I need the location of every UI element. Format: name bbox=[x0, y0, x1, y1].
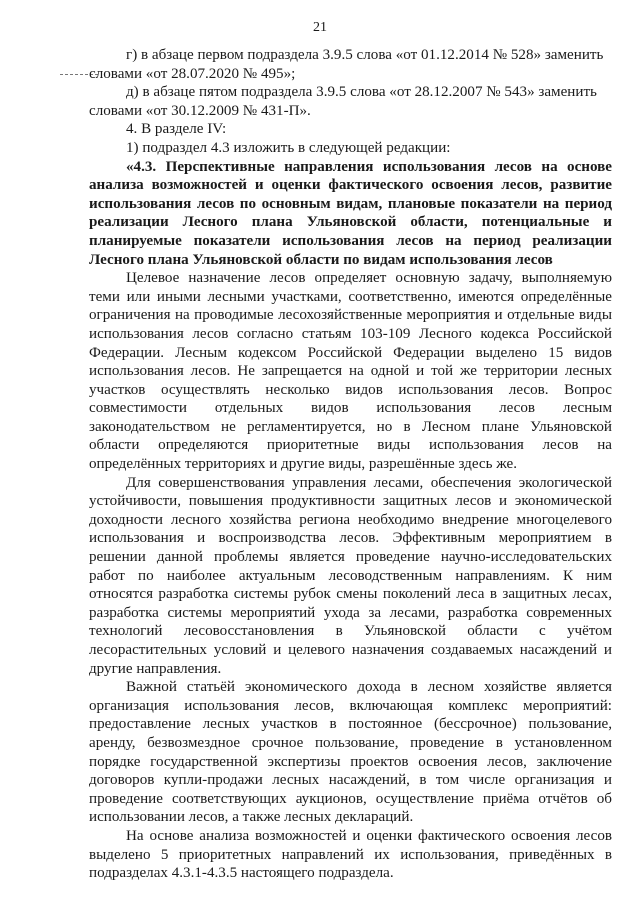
section-heading: «4.3. Перспективные направления использования лесов на основе анализа возможностей и оценки фактического освоения лесов, развитие использования лесов по основным видам, плановые показатели на период реализации Лесного плана Ульяновской области, потенциальные и планируемые показатели использования лесов на период реализации Лесного плана Ульяновской области по видам использования лесов bbox=[89, 158, 612, 268]
section-4-intro: 4. В разделе IV: bbox=[126, 121, 227, 138]
page-number: 21 bbox=[313, 20, 327, 35]
paragraph: Важной статьёй экономического дохода в лесном хозяйстве является организация использования лесов, включающая комплекс мероприятий: предоставление лесных участков в постоянное (бессрочное) пользование, аренду, безвозмездное срочное пользование, проведение в установленном порядке государственной экспертизы проектов освоения лесов, заключение договоров купли-продажи лесных насаждений, в том числе организация и проведение соответствующих аукционов, осуществление приёма отчётов об использовании лесов, а также лесных деклараций. bbox=[89, 679, 612, 826]
paragraph: Для совершенствования управления лесами, обеспечения экологической устойчивости, повышения продуктивности защитных лесов и экономической доходности лесного хозяйства региона необходимо внедрение многоцелевого использования и воспроизводства лесов. Эффективным мероприятием в решении данной проблемы является проведение научно-исследовательских работ по наиболее актуальным лесоводственным направлениям. К ним относятся разработка системы рубок смены поколений леса в защитных лесах, разработка системы мероприятий ухода за лесами, разработка современных технологий лесовосстановления в Ульяновской области с учётом лесорастительных условий и целевого назначения создаваемых насаждений и другие направления. bbox=[89, 474, 612, 677]
amendment-item-g-line2: словами «от 28.07.2020 № 495»; bbox=[89, 65, 296, 82]
amendment-item-g-line1: г) в абзаце первом подраздела 3.9.5 слова «от 01.12.2014 № 528» заменить bbox=[126, 47, 604, 63]
subsection-4-3-intro: 1) подраздел 4.3 изложить в следующей редакции: bbox=[126, 139, 451, 156]
paragraph: На основе анализа возможностей и оценки фактического освоения лесов выделено 5 приоритетных направлений их использования, приведённых в подразделах 4.3.1-4.3.5 настоящего подраздела. bbox=[89, 827, 612, 882]
paragraph: Целевое назначение лесов определяет основную задачу, выполняемую теми или иными лесными участками, соответственно, имеются определённые ограничения на проводимые лесохозяйственные мероприятия и отдельные виды использования лесов согласно статьям 103-109 Лесного кодекса Российской Федерации. Лесным кодексом Российской Федерации выделено 15 видов использования лесов. Не запрещается на одной и той же территории лесных участков осуществлять несколько видов использования лесов. Вопрос совместимости отдельных видов использования лесов лесным законодательством не регламентируется, но в Лесном плане Ульяновской области определяются приоритетные виды использования лесов на определённых территориях и другие виды, разрешённые здесь же. bbox=[89, 270, 612, 473]
amendment-item-d-line1: д) в абзаце пятом подраздела 3.9.5 слова «от 28.12.2007 № 543» заменить bbox=[126, 84, 597, 101]
amendment-item-d-line2: словами «от 30.12.2009 № 431-П». bbox=[89, 102, 311, 119]
document-body bbox=[89, 46, 612, 883]
